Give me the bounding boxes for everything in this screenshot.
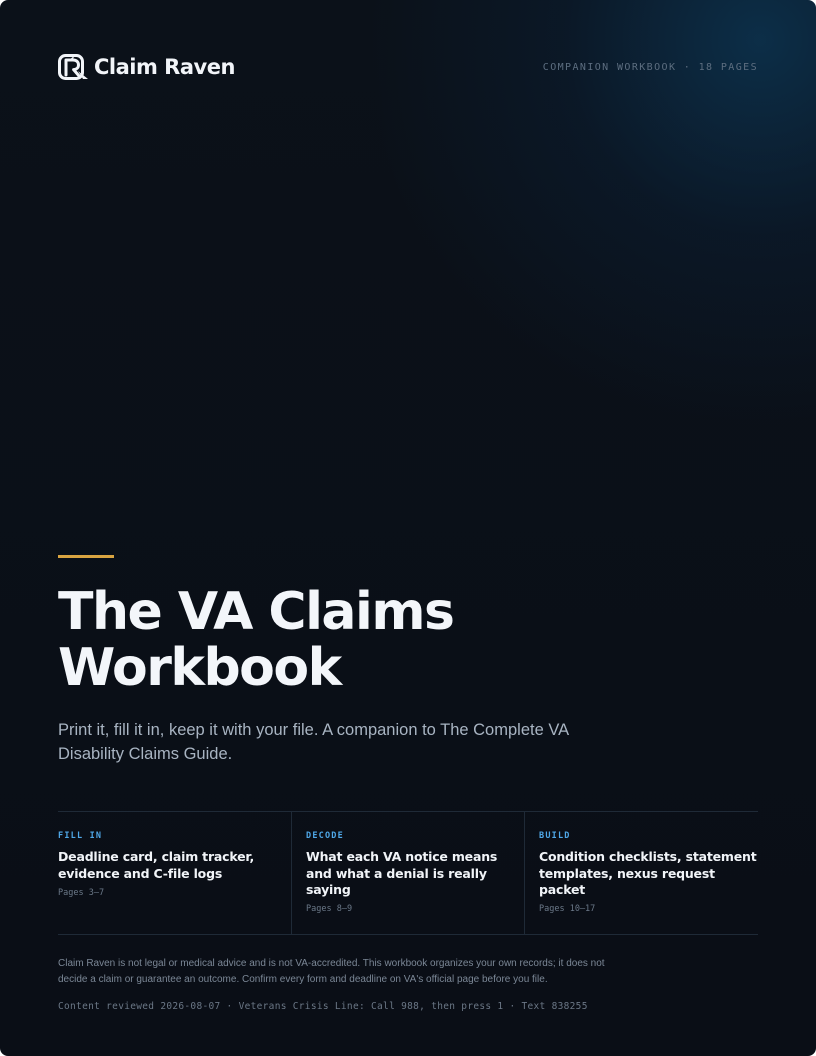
feature-tag: FILL IN bbox=[58, 831, 103, 841]
page-subtitle: Print it, fill it in, keep it with your file. A companion to The Complete VA Disability Claims Guide. bbox=[58, 721, 569, 763]
workbook-tagline: COMPANION WORKBOOK · 18 PAGES bbox=[542, 62, 758, 73]
page-title bbox=[58, 584, 453, 696]
accent-rule bbox=[58, 555, 114, 558]
feature-row bbox=[58, 811, 758, 935]
feature-pages: Pages 3–7 bbox=[58, 888, 105, 898]
brand-name: Claim Raven bbox=[94, 55, 235, 79]
feature-decode bbox=[291, 812, 524, 934]
feature-tag: BUILD bbox=[539, 831, 571, 841]
title-line-2: Workbook bbox=[58, 638, 341, 698]
feature-heading: Condition checklists, statement templates, nexus request packet bbox=[539, 849, 757, 897]
brand bbox=[58, 54, 235, 80]
feature-fill-in bbox=[58, 812, 291, 934]
title-line-1: The VA Claims bbox=[58, 582, 454, 642]
feature-tag: DECODE bbox=[306, 831, 344, 841]
feature-heading: Deadline card, claim tracker, evidence and C-file logs bbox=[58, 849, 255, 881]
feature-build bbox=[524, 812, 758, 934]
review-and-crisis-line: Content reviewed 2026-08-07 · Veterans Crisis Line: Call 988, then press 1 · Text 838255 bbox=[58, 1001, 588, 1012]
feature-pages: Pages 8–9 bbox=[306, 904, 353, 914]
feature-heading: What each VA notice means and what a denial is really saying bbox=[306, 849, 498, 897]
feature-pages: Pages 10–17 bbox=[539, 904, 596, 914]
raven-r-logo-icon bbox=[58, 54, 90, 80]
disclaimer: Claim Raven is not legal or medical advice and is not VA-accredited. This workbook organizes your own records; it does not decide a claim or guarantee an outcome. Confirm every form and deadline on VA's official page before you file. bbox=[58, 958, 605, 985]
